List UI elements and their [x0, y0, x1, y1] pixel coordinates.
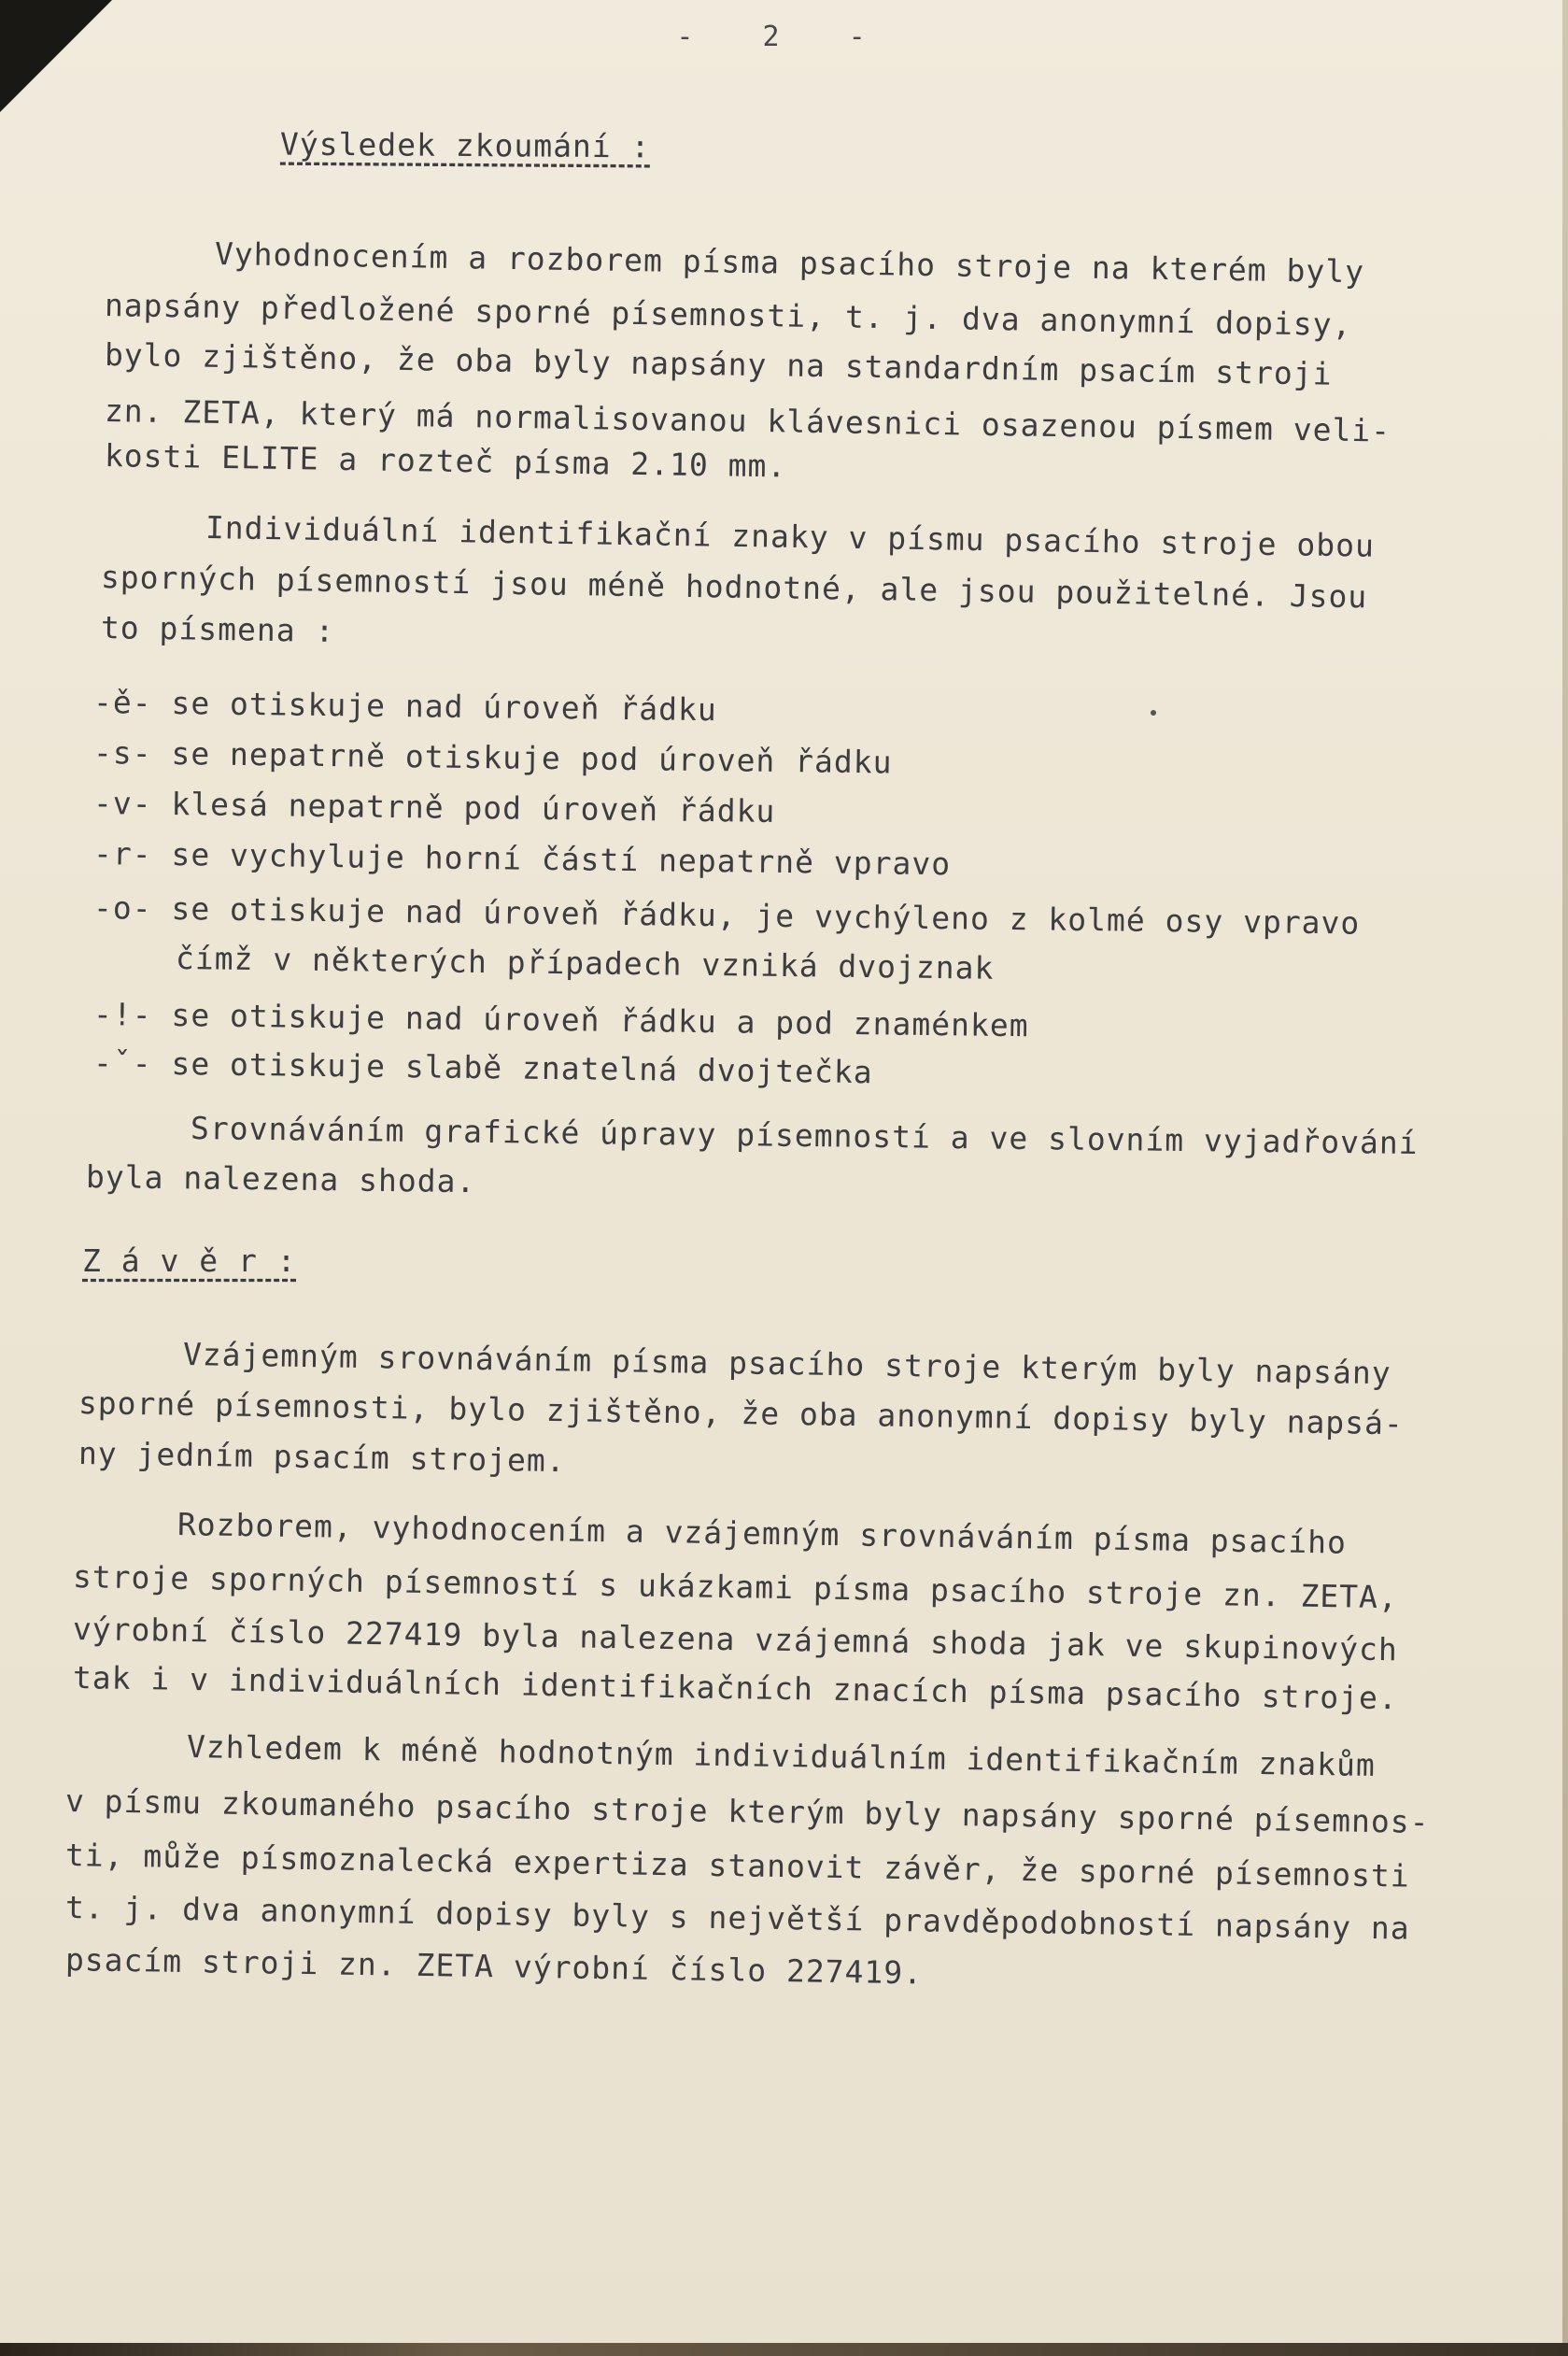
section-heading-zaver: Z á v ě r : [82, 1242, 297, 1279]
section-heading-vysledek: Výsledek zkoumání : [279, 125, 651, 165]
page-number: - 2 - [676, 21, 892, 53]
ink-speck [1151, 710, 1156, 716]
paragraph-line: ti, může písmoznalecká expertiza stanovit závěr, že sporné písemnosti [64, 1837, 1411, 1895]
paragraph-line: Rozborem, vyhodnocením a vzájemným srovnáváním písma psacího [177, 1506, 1348, 1561]
paragraph-line: psacím stroji zn. ZETA výrobní číslo 227419. [64, 1941, 924, 1992]
paragraph-line: to písmena : [100, 609, 335, 649]
paragraph-line: sporné písemnosti, bylo zjištěno, že oba anonymní dopisy byly napsá- [78, 1384, 1405, 1442]
paragraph-line: napsány předložené sporné písemnosti, t. j. dva anonymní dopisy, [104, 287, 1352, 343]
paragraph-line: Vzájemným srovnáváním písma psacího stroje kterým byly napsány [182, 1336, 1391, 1392]
list-item: -ě- se otiskuje nad úroveň řádku [92, 684, 717, 729]
page-edge-bottom [0, 2343, 1568, 2356]
paragraph-line: ny jedním psacím strojem. [78, 1435, 566, 1480]
paragraph-line: byla nalezena shoda. [85, 1158, 476, 1200]
list-item: -r- se vychyluje horní částí nepatrně vpravo [92, 835, 952, 883]
paragraph-line: Individuální identifikační znaky v písmu psacího stroje obou [205, 509, 1376, 564]
list-item: -v- klesá nepatrně pod úroveň řádku [92, 785, 776, 830]
list-item: čímž v některých případech vzniká dvojznak [175, 940, 995, 986]
list-item: -o- se otiskuje nad úroveň řádku, je vychýleno z kolmé osy vpravo [92, 889, 1361, 942]
paragraph-line: tak i v individuálních identifikačních znacích písma psacího stroje. [72, 1659, 1399, 1717]
page-edge-right [1562, 0, 1568, 2356]
list-item: -s- se nepatrně otiskuje pod úroveň řádku [92, 734, 893, 781]
list-item: -ˇ- se otiskuje slabě znatelná dvojtečka [92, 1044, 873, 1091]
list-item: -!- se otiskuje nad úroveň řádku a pod znaménkem [92, 996, 1029, 1044]
paragraph-line: v písmu zkoumaného psacího stroje kterým byly napsány sporné písemnos- [64, 1782, 1430, 1840]
paragraph-line: Vyhodnocením a rozborem písma psacího stroje na kterém byly [214, 235, 1365, 291]
paragraph-line: výrobní číslo 227419 byla nalezena vzájemná shoda jak ve skupinových [72, 1611, 1399, 1668]
paragraph-line: t. j. dva anonymní dopisy byly s největší pravděpodobností napsány na [64, 1889, 1411, 1947]
paragraph-line: sporných písemností jsou méně hodnotné, ale jsou použitelné. Jsou [100, 559, 1368, 616]
paragraph-line: Srovnáváním grafické úpravy písemností a ve slovním vyjadřování [190, 1110, 1419, 1162]
paragraph-line: stroje sporných písemností s ukázkami písma psacího stroje zn. ZETA, [72, 1558, 1399, 1616]
page-corner-shadow [0, 0, 112, 112]
paragraph-line: bylo zjištěno, že oba byly napsány na standardním psacím stroji [104, 336, 1333, 392]
paragraph-line: Vzhledem k méně hodnotným individuálním identifikačním znakům [186, 1728, 1377, 1783]
paragraph-line: zn. ZETA, který má normalisovanou klávesnici osazenou písmem veli- [104, 392, 1391, 449]
paragraph-line: kosti ELITE a rozteč písma 2.10 mm. [104, 437, 787, 485]
